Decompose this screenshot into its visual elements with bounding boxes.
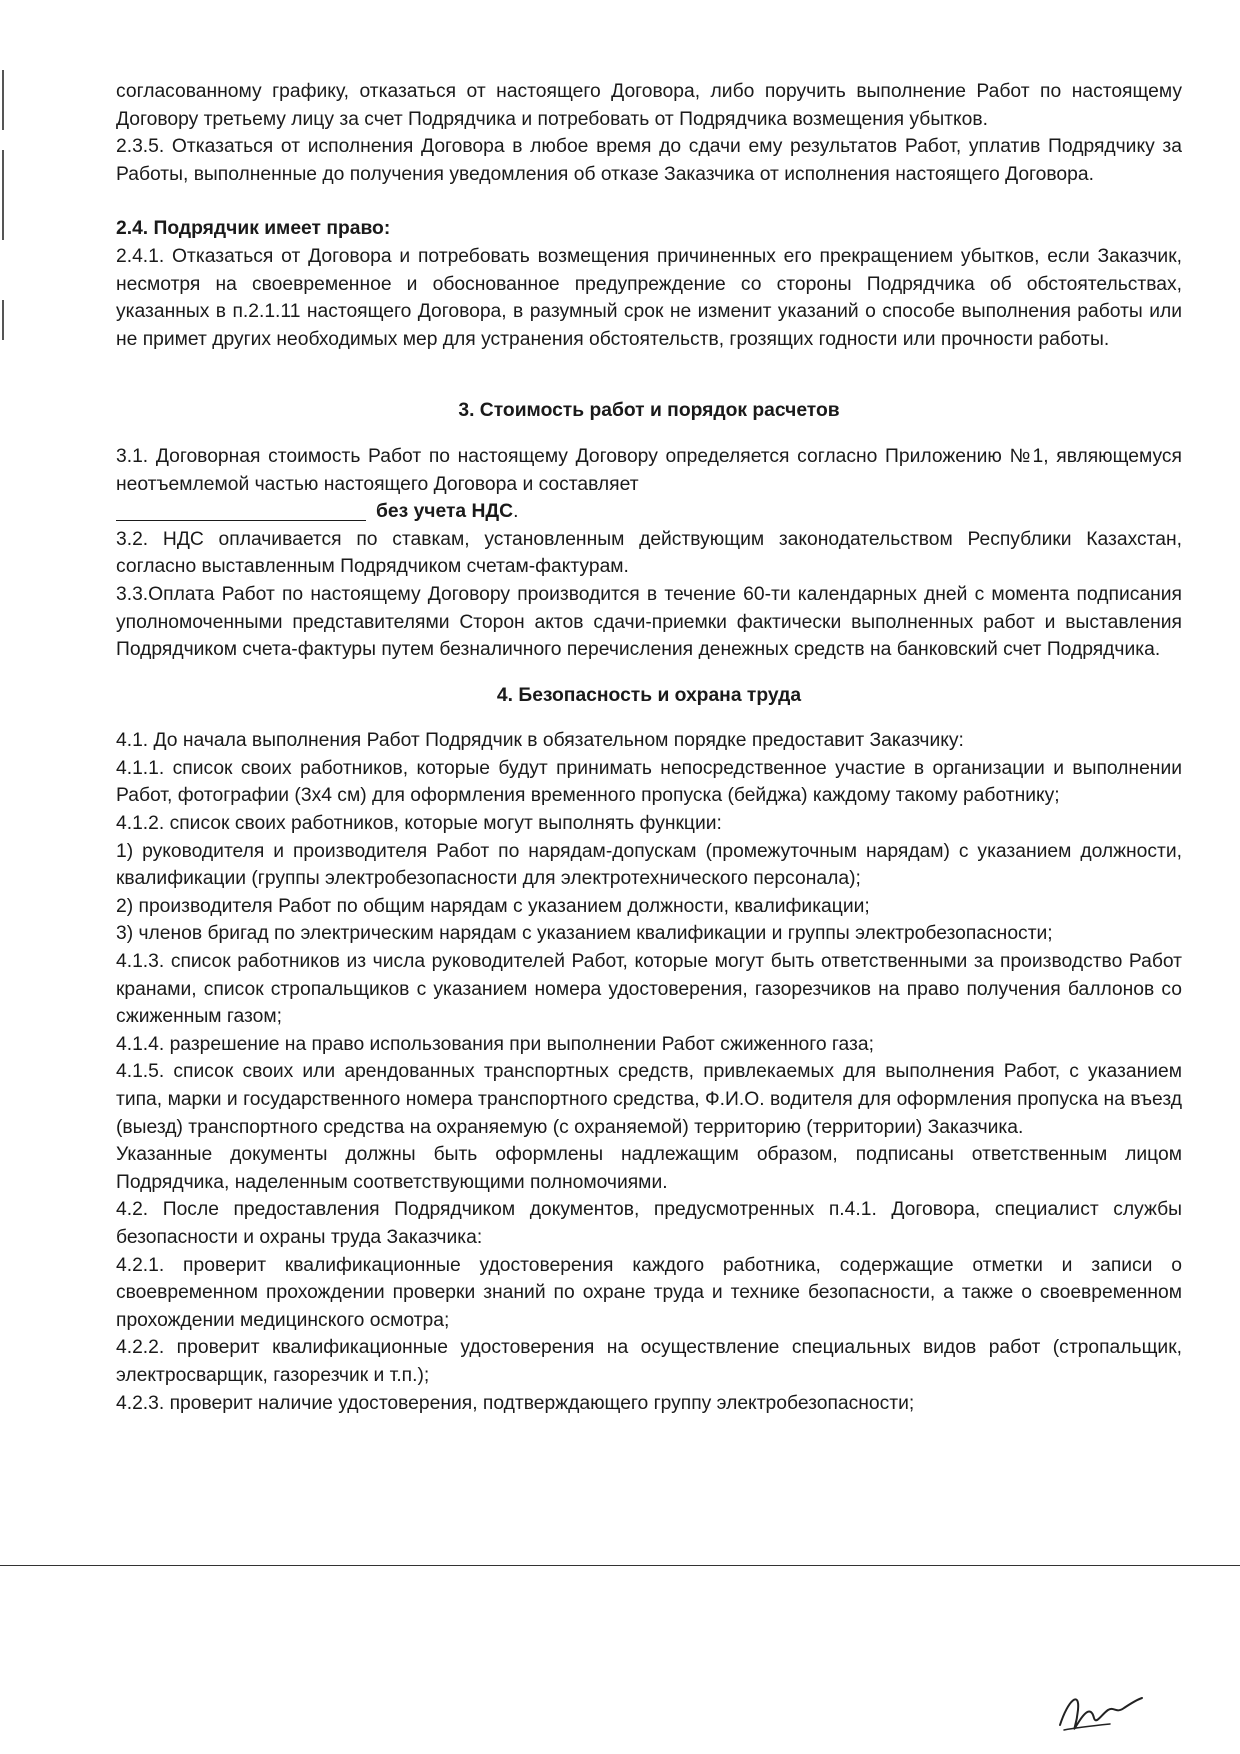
paragraph: 2.4.1. Отказаться от Договора и потребовать возмещения причиненных его прекращением убытков, если Заказчик, несмотря на своевременное и обоснованное предупреждение со стороны Подрядчика об обстоятельствах, указанных в п.2.1.11 настоящего Договора, в разумный срок не изменит указаний о способе выполнения работы или не примет других необходимых мер для устранения обстоятельств, грозящих годности или прочности работы. <box>116 245 1182 350</box>
paragraph: 2) производителя Работ по общим нарядам с указанием должности, квалификации; <box>116 895 870 917</box>
paragraph: 4.2. После предоставления Подрядчиком документов, предусмотренных п.4.1. Договора, специалист службы безопасности и охраны труда Заказчика: <box>116 1199 1182 1248</box>
paragraph: 3.3.Оплата Работ по настоящему Договору производится в течение 60-ти календарных дней с момента подписания уполномоченными представителями Сторон актов сдачи-приемки фактически выполненных работ и выставления Подрядчиком счета-фактуры путем безналичного перечисления денежных средств на банковский счет Подрядчика. <box>116 583 1182 661</box>
document-body <box>116 78 1182 1417</box>
page-fold-line <box>0 1565 1240 1566</box>
subsection-heading: 2.4. Подрядчик имеет право: <box>116 218 391 240</box>
paragraph-amount-line: без учета НДС. <box>116 498 1182 526</box>
scan-edge-mark <box>2 150 4 240</box>
paragraph: 4.1.3. список работников из числа руководителей Работ, которые могут быть ответственными за производство Работ кранами, список стропальщиков с указанием номера удостоверения, газорезчиков на право получения баллонов со сжиженным газом; <box>116 951 1182 1028</box>
paragraph: 1) руководителя и производителя Работ по нарядам-допускам (промежуточным нарядам) с указанием должности, квалификации (группы электробезопасности для электротехнического персонала); <box>116 840 1182 890</box>
section-heading: 3. Стоимость работ и порядок расчетов <box>458 400 840 422</box>
paragraph: 4.1. До начала выполнения Работ Подрядчик в обязательном порядке предоставит Заказчику: <box>116 730 964 752</box>
paragraph: 3.1. Договорная стоимость Работ по настоящему Договору определяется согласно Приложению №1, являющемуся неотъемлемой частью настоящего Договора и составляет <box>116 445 1182 495</box>
amount-blank <box>116 500 366 521</box>
paragraph: 3.2. НДС оплачивается по ставкам, установленным действующим законодательством Республики Казахстан, согласно выставленным Подрядчиком счетам-фактурам. <box>116 528 1182 578</box>
vat-note: без учета НДС <box>376 501 514 523</box>
paragraph: 4.2.2. проверит квалификационные удостоверения на осуществление специальных видов работ (стропальщик, электросварщик, газорезчик и т.п.); <box>116 1337 1182 1386</box>
scan-edge-mark <box>2 70 4 130</box>
paragraph: Указанные документы должны быть оформлены надлежащим образом, подписаны ответственным лицом Подрядчика, наделенным соответствующими полномочиями. <box>116 1144 1182 1193</box>
paragraph: 2.3.5. Отказаться от исполнения Договора в любое время до сдачи ему результатов Работ, уплатив Подрядчику за Работы, выполненные до получения уведомления об отказе Заказчика от исполнения настоящего Договора. <box>116 136 1182 185</box>
paragraph: 3) членов бригад по электрическим нарядам с указанием квалификации и группы электробезопасности; <box>116 923 1053 945</box>
paragraph: 4.2.1. проверит квалификационные удостоверения каждого работника, содержащие отметки и записи о своевременном прохождении проверки знаний по охране труда и технике безопасности, а также о своевременном прохождении медицинского осмотра; <box>116 1254 1182 1331</box>
paragraph: 4.1.1. список своих работников, которые будут принимать непосредственное участие в организации и выполнении Работ, фотографии (3х4 см) для оформления временного пропуска (бейджа) каждому такому работнику; <box>116 757 1182 807</box>
paragraph: 4.2.3. проверит наличие удостоверения, подтверждающего группу электробезопасности; <box>116 1392 915 1414</box>
scan-edge-mark <box>2 300 4 340</box>
section-heading: 4. Безопасность и охрана труда <box>496 684 802 706</box>
signature-initials <box>1050 1680 1150 1740</box>
paragraph: 4.1.4. разрешение на право использования при выполнении Работ сжиженного газа; <box>116 1033 874 1055</box>
paragraph: согласованному графику, отказаться от настоящего Договора, либо поручить выполнение Работ по настоящему Договору третьему лицу за счет Подрядчика и потребовать от Подрядчика возмещения убытков. <box>116 81 1182 130</box>
paragraph: 4.1.2. список своих работников, которые могут выполнять функции: <box>116 813 722 835</box>
paragraph: 4.1.5. список своих или арендованных транспортных средств, привлекаемых для выполнения Работ, с указанием типа, марки и государственного номера транспортного средства, Ф.И.О. водителя для оформления пропуска на въезд (выезд) транспортного средства на охраняемую (с охраняемой) территорию (территории) Заказчика. <box>116 1061 1182 1138</box>
